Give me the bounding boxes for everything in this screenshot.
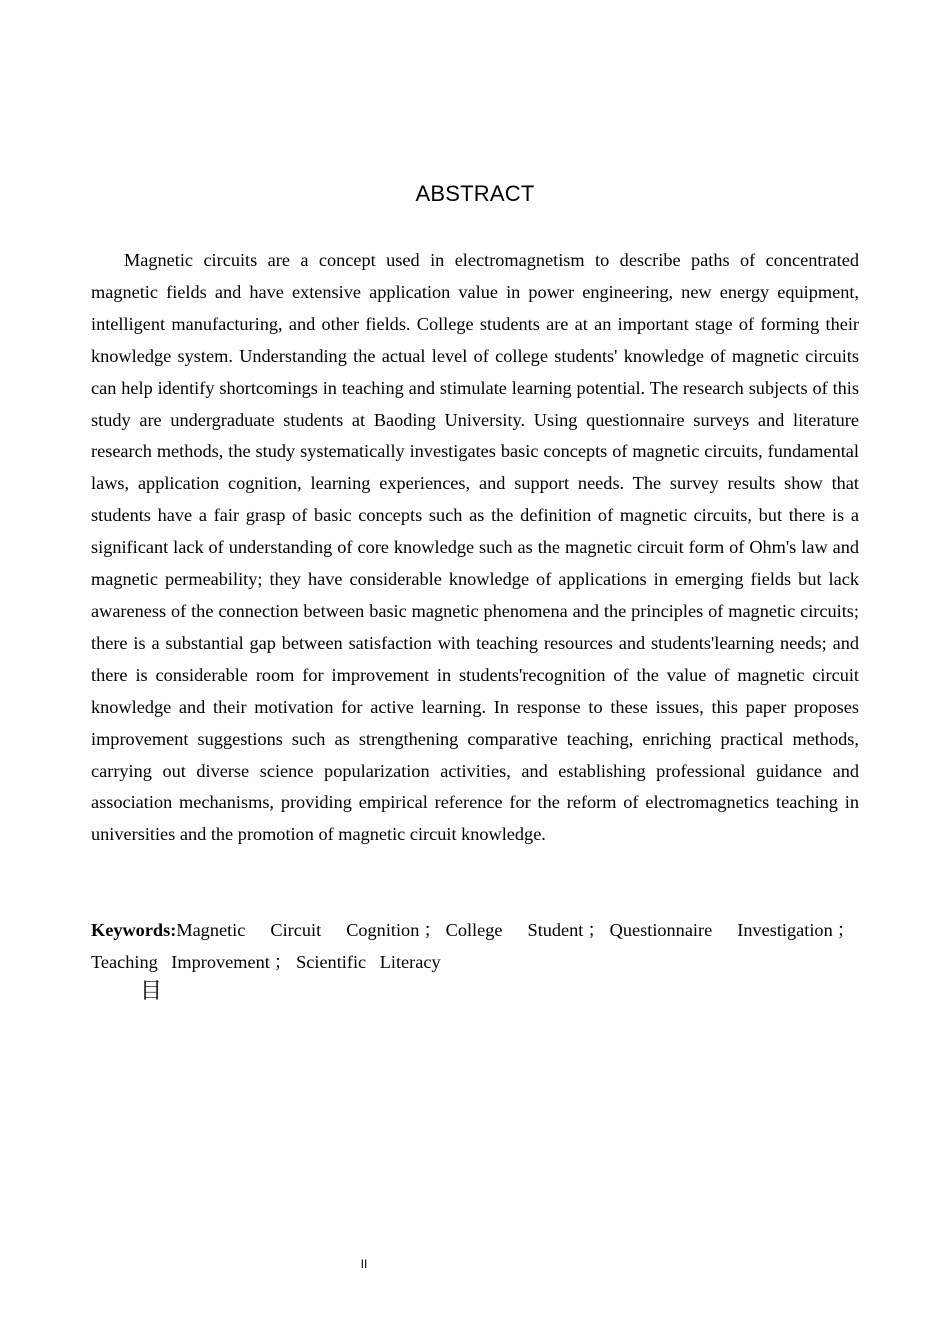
keyword-item: ； Questionnaire Investigation: [583, 920, 832, 940]
abstract-title: ABSTRACT: [415, 181, 535, 206]
page-number: II: [360, 1257, 368, 1271]
keyword-item: Magnetic Circuit Cognition: [176, 920, 420, 940]
keyword-item: ； Scientific Literacy: [270, 952, 441, 972]
abstract-body: Magnetic circuits are a concept used in electromagnetism to describe paths of concentrated magnetic fields and have extensive application value in power engineering, new energy equipment, intelligent manufacturing, and other fields. College students are at an important stage of forming their knowledge system. Understanding the actual level of college students' knowledge of magnetic circuits can help identify shortcomings in teaching and stimulate learning potential. The research subjects of this study are undergraduate students at Baoding University. Using questionnaire surveys and literature research methods, the study systematically investigates basic concepts of magnetic circuits, fundamental laws, application cognition, learning experiences, and support needs. The survey results show that students have a fair grasp of basic concepts such as the definition of magnetic circuits, but there is a significant lack of understanding of core knowledge such as the magnetic circuit form of Ohm's law and magnetic permeability; they have considerable knowledge of applications in emerging fields but lack awareness of the connection between basic magnetic phenomena and the principles of magnetic circuits; there is a substantial gap between satisfaction with teaching resources and students'learning needs; and there is considerable room for improvement in students'recognition of the value of magnetic circuit knowledge and their motivation for active learning. In response to these issues, this paper proposes improvement suggestions such as strengthening comparative teaching, enriching practical methods, carrying out diverse science popularization activities, and establishing professional guidance and association mechanisms, providing empirical reference for the reform of electromagnetics teaching in universities and the promotion of magnetic circuit knowledge.: [91, 250, 859, 845]
table-of-contents-heading-fragment: 目: [140, 979, 163, 1004]
keywords-label: Keywords:: [91, 920, 177, 940]
keyword-item: ； College Student: [419, 920, 583, 940]
keyword-item: ； Teaching Improvement: [91, 920, 859, 972]
keywords-line: [91, 914, 859, 978]
